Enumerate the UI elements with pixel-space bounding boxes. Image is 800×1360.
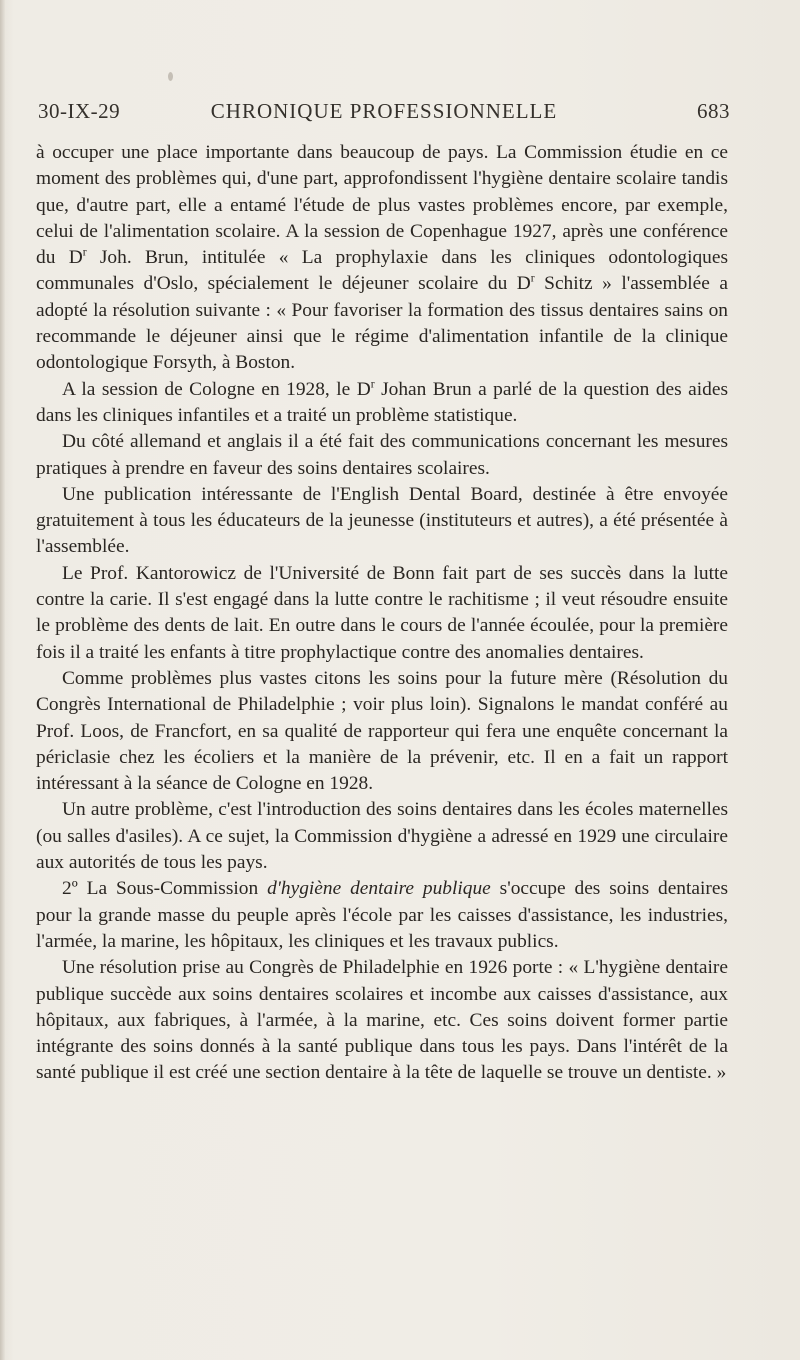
article-body [36, 140, 728, 1087]
paragraph-8 [36, 876, 728, 955]
running-header [38, 99, 730, 125]
paragraph-1-text-b: Joh. Brun, intitulée « La prophylaxie dans les cliniques odontologiques communales d'Oslo, spécialement le déjeuner scolaire du D [36, 247, 728, 295]
paragraph-2-text-b: Johan Brun a parlé de la question des aides dans les cliniques infantiles et a traité un problème statistique. [36, 378, 729, 426]
title-abbrev-sup: r [530, 272, 535, 286]
paragraph-8-text-b: s'occupe des soins dentaires pour la grande masse du peuple après l'école par les caisses d'assistance, les industries, l'armée, la marine, les hôpitaux, les cliniques et les travaux publics. [36, 878, 728, 952]
page-edge-shadow [0, 0, 5, 1360]
title-abbrev-sup: r [370, 377, 375, 391]
paragraph-4: Une publication intéressante de l'English Dental Board, destinée à être envoyée gratuitement à tous les éducateurs de la jeunesse (instituteurs et autres), a été présentée à l'assemblée. [36, 483, 728, 558]
paragraph-2 [36, 377, 728, 430]
paragraph-1-text-c: Schitz » l'assemblée a adopté la résolution suivante : « Pour favoriser la formation des tissus dentaires sains on recommande le déjeuner ainsi que le régime d'alimentation infantile de la clinique odontologique Forsyth, à Boston. [36, 273, 728, 374]
paragraph-5: Le Prof. Kantorowicz de l'Université de Bonn fait part de ses succès dans la lutte contre la carie. Il s'est engagé dans la lutte contre le rachitisme ; il veut résoudre ensuite le problème des dents de lait. En outre dans le cours de l'année écoulée, pour la première fois il a traité les enfants à titre prophylactique contre des anomalies dentaires. [36, 562, 728, 663]
title-abbrev-sup: r [82, 245, 87, 259]
paragraph-1 [36, 140, 728, 377]
paragraph-2-text-a: A la session de Cologne en 1928, le D [62, 378, 371, 400]
paragraph-7: Un autre problème, c'est l'introduction des soins dentaires dans les écoles maternelles (ou salles d'asiles). A ce sujet, la Commission d'hygiène a adressé en 1929 une circulaire aux autorités de tous les pays. [36, 799, 728, 874]
header-date: 30-IX-29 [38, 99, 121, 123]
ink-speck [168, 72, 173, 81]
paragraph-9: Une résolution prise au Congrès de Philadelphie en 1926 porte : « L'hygiène dentaire publique succède aux soins dentaires scolaires et incombe aux caisses d'assistance, aux hôpitaux, aux fabriques, à l'armée, à la marine, etc. Ces soins doivent former partie intégrante des soins donnés à la santé publique dans tous les pays. Dans l'intérêt de la santé publique il est créé une section dentaire à la tête de laquelle se trouve un dentiste. » [36, 957, 728, 1084]
paragraph-6: Comme problèmes plus vastes citons les soins pour la future mère (Résolution du Congrès International de Philadelphie ; voir plus loin). Signalons le mandat conféré au Prof. Loos, de Francfort, en sa qualité de rapporteur qui fera une enquête concernant la périclasie chez les écoliers et la manière de la prévenir, etc. Il en a fait un rapport intéressant à la séance de Cologne en 1928. [36, 667, 728, 795]
paragraph-8-text-a: 2º La Sous-Commission [62, 878, 268, 900]
paragraph-8-italic: d'hygiène dentaire publique [267, 878, 491, 900]
header-title: CHRONIQUE PROFESSIONNELLE [210, 99, 558, 123]
page-number: 683 [697, 99, 730, 123]
paragraph-3: Du côté allemand et anglais il a été fait des communications concernant les mesures pratiques à prendre en faveur des soins dentaires scolaires. [36, 431, 728, 479]
paragraph-1-text-a: à occuper une place importante dans beaucoup de pays. La Commission étudie en ce moment des problèmes qui, d'une part, approfondissent l'hygiène dentaire scolaire tandis que, d'autre part, elle a entamé l'étude de plus vastes problèmes encore, par exemple, celui de l'alimentation scolaire. A la session de Copenhague 1927, après une conférence du D [36, 142, 728, 269]
